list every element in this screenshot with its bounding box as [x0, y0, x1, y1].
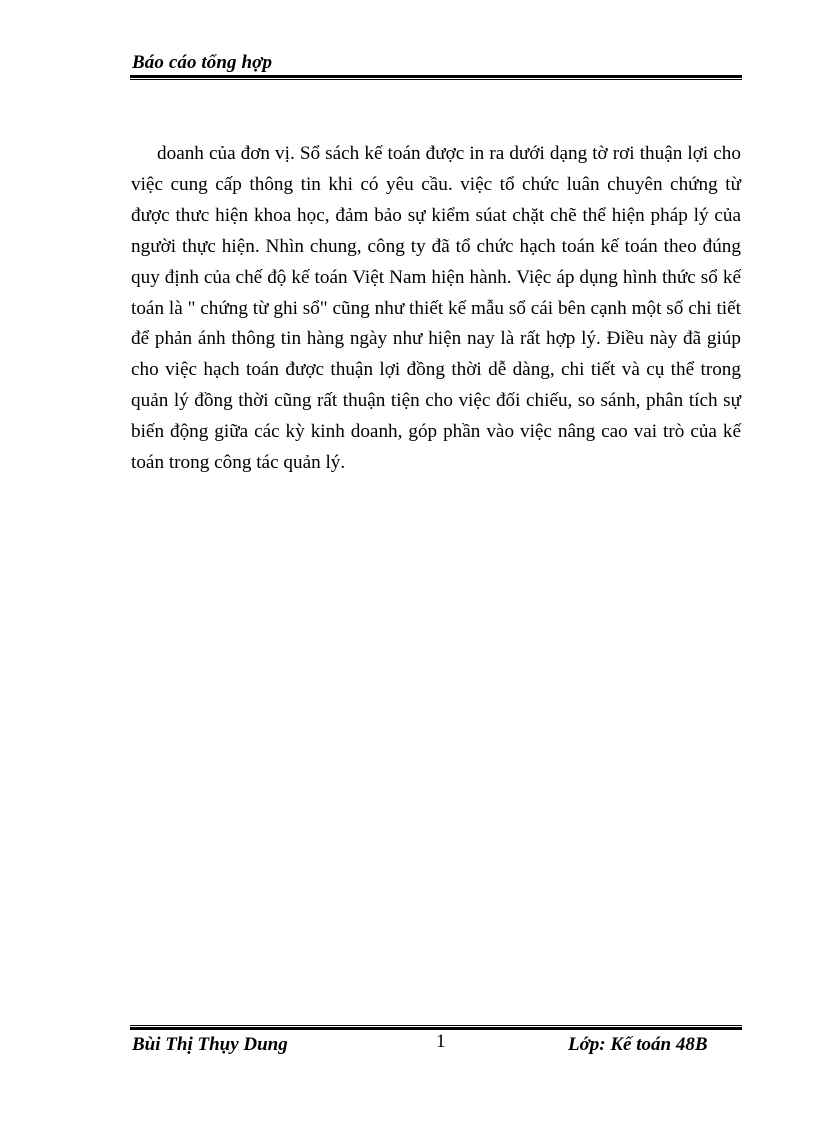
header-divider — [130, 75, 742, 80]
body-paragraph: doanh của đơn vị. Sổ sách kế toán được in ra dưới dạng tờ rơi thuận lợi cho việc cung cấp thông tin khi có yêu cầu. việc tổ chức luân chuyên chứng từ được thưc hiện khoa học, đảm bảo sự kiểm súat chặt chẽ thể hiện pháp lý của người thực hiện. Nhìn chung, công ty đã tổ chức hạch toán kế toán theo đúng quy định của chế độ kế toán Việt Nam hiện hành. Việc áp dụng hình thức sổ kế toán là " chứng từ ghi sổ" cũng như thiết kế mẫu sổ cái bên cạnh một số chi tiết để phản ánh thông tin hàng ngày như hiện nay là rất hợp lý. Điều này đã giúp cho việc hạch toán được thuận lợi đồng thời dễ dàng, chi tiết và cụ thể trong quản lý đồng thời cũng rất thuận tiện cho việc đối chiếu, so sánh, phân tích sự biến động giữa các kỳ kinh doanh, góp phần vào việc nâng cao vai trò của kế toán trong công tác quản lý. — [131, 143, 741, 474]
footer-divider — [130, 1025, 742, 1030]
page-number: 1 — [436, 1031, 446, 1052]
footer-class-label: Lớp: Kế toán 48B — [568, 1034, 708, 1055]
page-header-title: Báo cáo tổng hợp — [132, 52, 273, 73]
footer-author: Bùi Thị Thụy Dung — [132, 1034, 288, 1055]
